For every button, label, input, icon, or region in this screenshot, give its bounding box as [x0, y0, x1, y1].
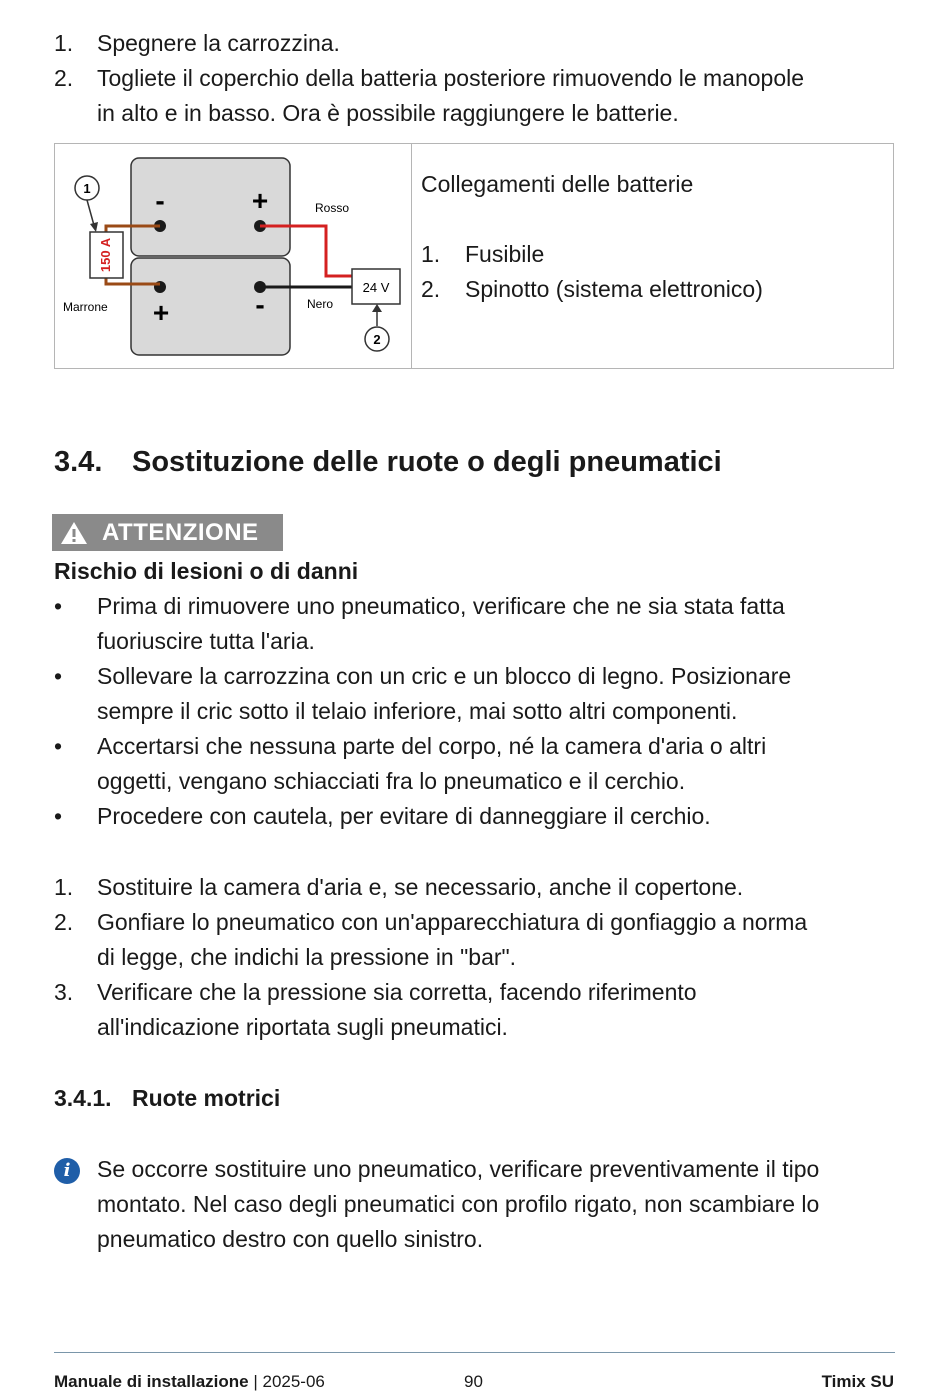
step-number: 1.: [54, 30, 74, 56]
step-text: Verificare che la pressione sia corretta, facendo riferimento: [97, 979, 697, 1005]
footer-left: [54, 1372, 325, 1392]
step-number: 1.: [54, 874, 74, 900]
legend-number: 2.: [421, 276, 441, 302]
step-number: 2.: [54, 65, 74, 91]
warning-heading: Rischio di lesioni o di danni: [54, 558, 359, 584]
battery-connection-diagram: [55, 144, 411, 368]
warning-bullet-text: Sollevare la carrozzina con un cric e un blocco di legno. Posizionare: [97, 663, 792, 689]
table-divider: [411, 144, 412, 368]
figure-caption-title: Collegamenti delle batterie: [421, 171, 694, 197]
warning-bullet-text: oggetti, vengano schiacciati fra lo pneumatico e il cerchio.: [97, 768, 686, 794]
footer-manual-title: Manuale di installazione: [54, 1372, 249, 1391]
legend-text: Fusibile: [465, 241, 545, 267]
page-number: 90: [464, 1372, 483, 1391]
warning-banner: [52, 514, 283, 551]
wire-label-black: Nero: [307, 297, 334, 311]
info-text: Se occorre sostituire uno pneumatico, verificare preventivamente il tipo: [97, 1156, 820, 1182]
info-icon: i: [54, 1158, 80, 1184]
warning-bullet-text: fuoriuscire tutta l'aria.: [97, 628, 315, 654]
bullet-marker: •: [54, 593, 63, 619]
step-number: 3.: [54, 979, 74, 1005]
fuse-label: 150 A: [98, 237, 113, 273]
warning-triangle-icon: [60, 520, 88, 545]
polarity-plus: +: [251, 185, 269, 216]
step-text: Gonfiare lo pneumatico con un'apparecchiatura di gonfiaggio a norma: [97, 909, 808, 935]
polarity-minus: -: [155, 185, 165, 216]
step-text: Togliete il coperchio della batteria posteriore rimuovendo le manopole: [97, 65, 805, 91]
callout-1-arrowhead: [90, 222, 98, 232]
callout-1-number: 1: [83, 181, 91, 196]
footer-divider: [54, 1352, 895, 1353]
wire-label-red: Rosso: [315, 201, 350, 215]
bullet-marker: •: [54, 663, 63, 689]
subsection-number: 3.4.1.: [54, 1085, 112, 1111]
polarity-plus: +: [152, 297, 170, 328]
warning-bullet-text: Prima di rimuovere uno pneumatico, verificare che ne sia stata fatta: [97, 593, 785, 619]
warning-label: ATTENZIONE: [102, 519, 259, 546]
step-text: Sostituire la camera d'aria e, se necessario, anche il copertone.: [97, 874, 744, 900]
footer-product: Timix SU: [821, 1372, 894, 1391]
warning-bullet-text: Accertarsi che nessuna parte del corpo, né la camera d'aria o altri: [97, 733, 767, 759]
subsection-title: Ruote motrici: [132, 1085, 281, 1111]
polarity-minus: -: [255, 289, 265, 320]
footer-date: 2025-06: [262, 1372, 325, 1391]
step-text: all'indicazione riportata sugli pneumatici.: [97, 1014, 508, 1040]
warning-bullet-text: sempre il cric sotto il telaio inferiore, mai sotto altri componenti.: [97, 698, 738, 724]
plug-label: 24 V: [362, 280, 390, 295]
section-title: Sostituzione delle ruote o degli pneumatici: [132, 446, 722, 478]
callout-2-arrowhead: [372, 304, 382, 312]
footer-separator: |: [248, 1372, 263, 1391]
info-text: pneumatico destro con quello sinistro.: [97, 1226, 484, 1252]
section-number: 3.4.: [54, 446, 103, 478]
step-text: Spegnere la carrozzina.: [97, 30, 340, 56]
legend-number: 1.: [421, 241, 441, 267]
wire-label-brown: Marrone: [63, 300, 108, 314]
battery-figure-table: [54, 143, 894, 369]
callout-2-number: 2: [373, 332, 381, 347]
bullet-marker: •: [54, 733, 63, 759]
warning-bullet-text: Procedere con cautela, per evitare di danneggiare il cerchio.: [97, 803, 711, 829]
legend-text: Spinotto (sistema elettronico): [465, 276, 763, 302]
bullet-marker: •: [54, 803, 63, 829]
info-text: montato. Nel caso degli pneumatici con profilo rigato, non scambiare lo: [97, 1191, 820, 1217]
step-text: in alto e in basso. Ora è possibile raggiungere le batterie.: [97, 100, 679, 126]
step-number: 2.: [54, 909, 74, 935]
step-text: di legge, che indichi la pressione in "bar".: [97, 944, 517, 970]
